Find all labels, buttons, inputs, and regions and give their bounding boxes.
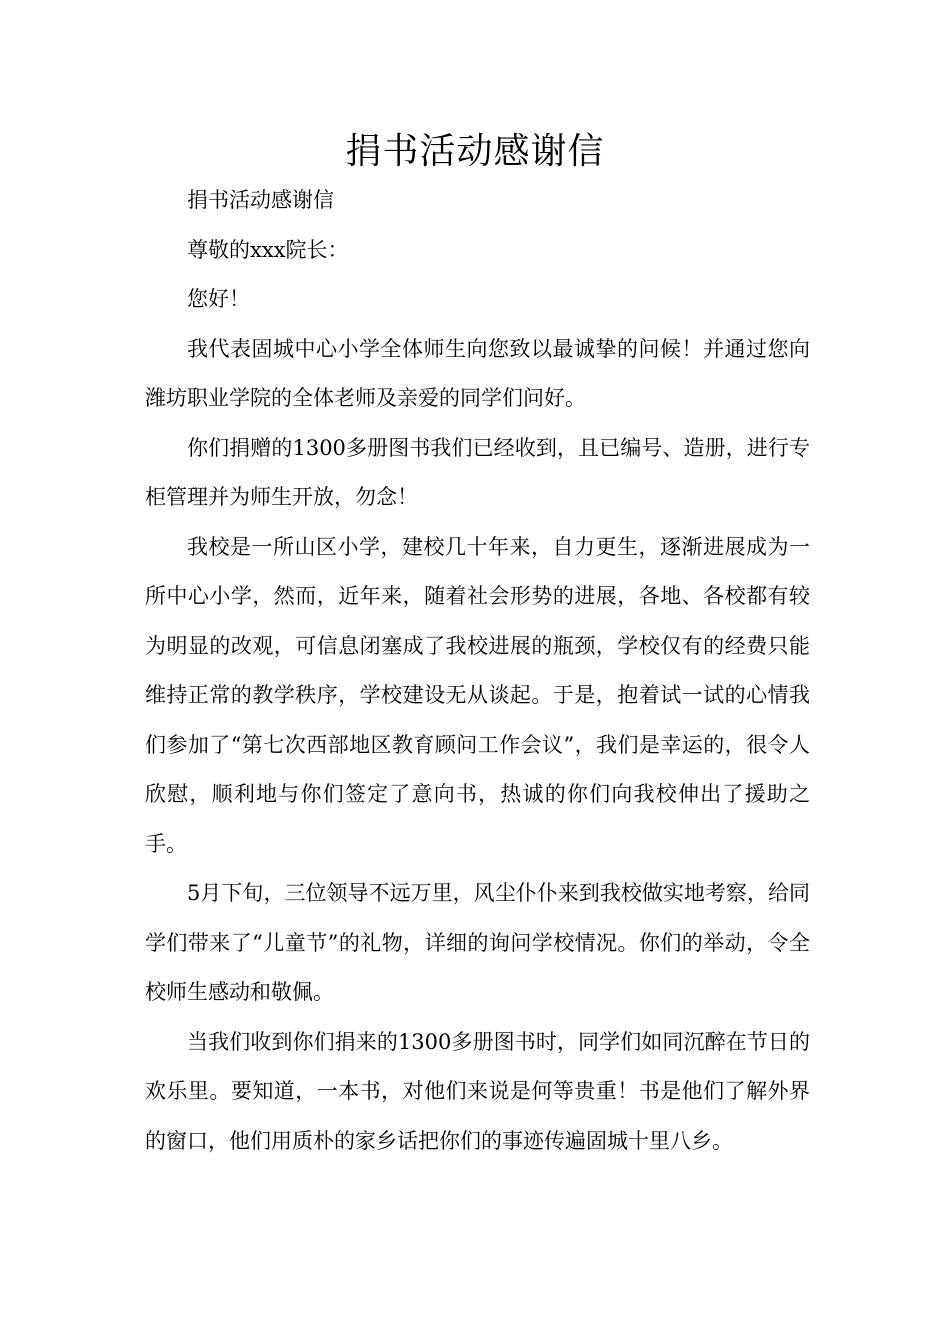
paragraph-books-received: 你们捐赠的1300多册图书我们已经收到，且已编号、造册，进行专柜管理并为师生开放，勿念！ (145, 435, 810, 509)
paragraph-salutation: 尊敬的xxx院长： (187, 237, 349, 262)
paragraph-regards: 我代表固城中心小学全体师生向您致以最诚挚的问候！并通过您向潍坊职业学院的全体老师及亲爱的同学们问好。 (145, 336, 810, 410)
paragraph-gratitude: 当我们收到你们捐来的1300多册图书时，同学们如同沉醉在节日的欢乐里。要知道，一本书，对他们来说是何等贵重！书是他们了解外界的窗口，他们用质朴的家乡话把你们的事迹传遍固城十里八乡。 (145, 1029, 810, 1153)
paragraph-visit: 5月下旬，三位领导不远万里，风尘仆仆来到我校做实地考察，给同学们带来了“儿童节”的礼物，详细的询问学校情况。你们的举动，令全校师生感动和敬佩。 (145, 881, 810, 1004)
letter-body (145, 176, 810, 1166)
paragraph-subtitle: 捐书活动感谢信 (187, 188, 334, 212)
paragraph-greeting: 您好！ (187, 287, 250, 311)
document-title: 捐书活动感谢信 (345, 131, 605, 172)
paragraph-school-background: 我校是一所山区小学，建校几十年来，自力更生，逐渐进展成为一所中心小学，然而，近年来，随着社会形势的进展，各地、各校都有较为明显的改观，可信息闭塞成了我校进展的瓶颈，学校仅有的经费只能维持正常的教学秩序，学校建设无从谈起。于是，抱着试一试的心情我们参加了“第七次西部地区教育顾问工作会议”，我们是幸运的，很令人欣慰，顺利地与你们签定了意向书，热诚的你们向我校伸出了援助之手。 (145, 534, 810, 856)
